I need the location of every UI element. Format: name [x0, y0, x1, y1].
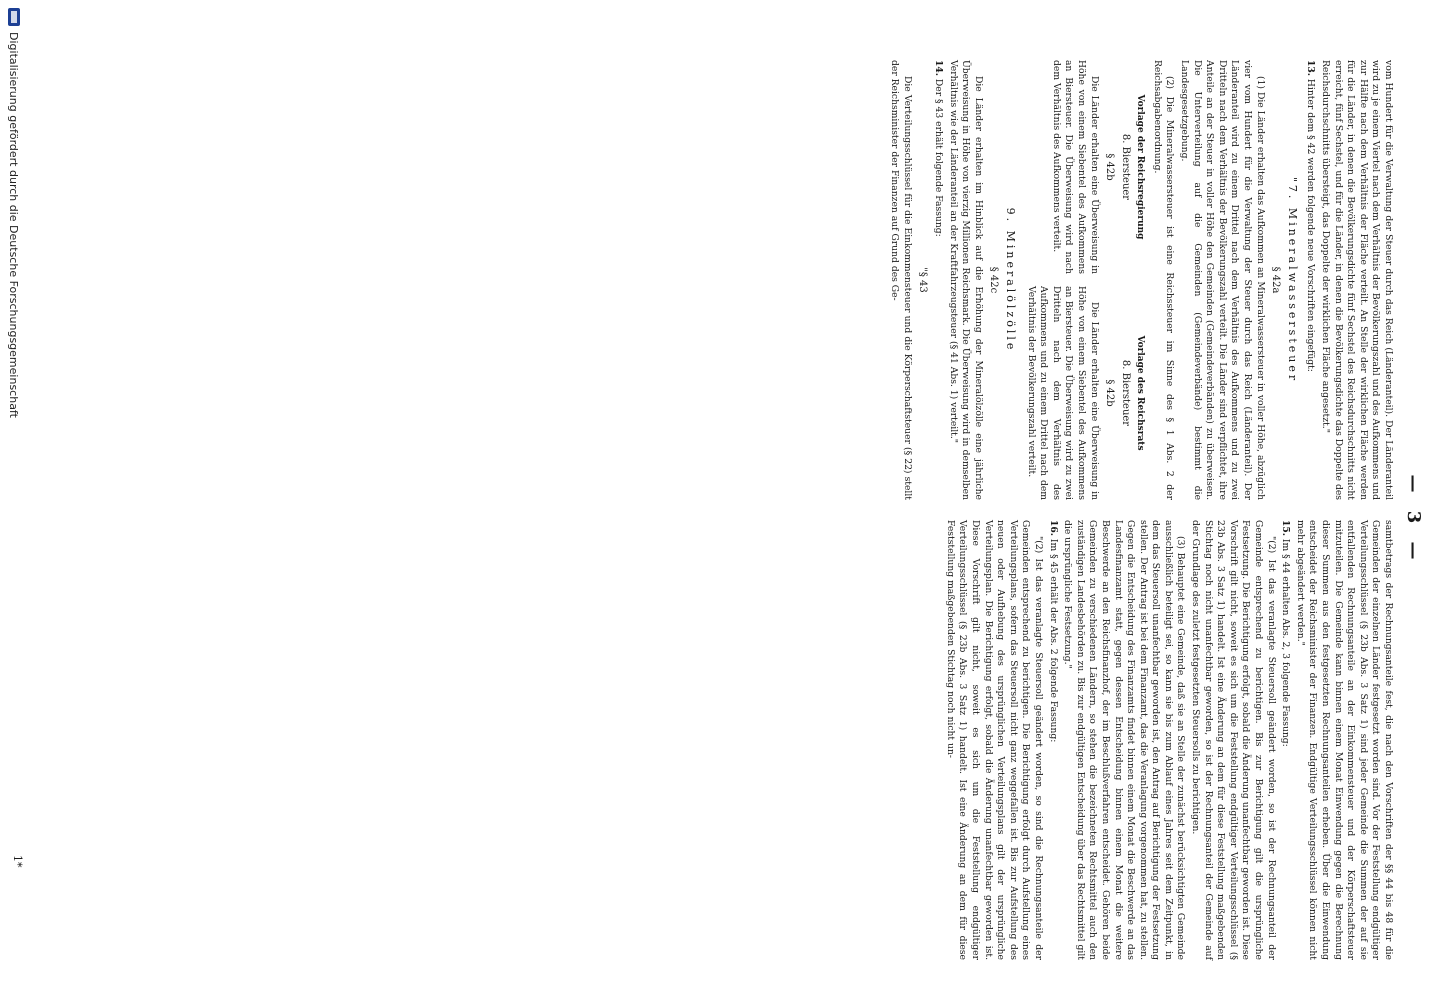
footer-text: Digitalisierung gefördert durch die Deutsche Forschungsgemeinschaft — [7, 32, 21, 418]
amendment-item-16 — [1046, 520, 1059, 960]
paragraph: vom Hundert für die Verwaltung der Steuer durch das Reich (Länderanteil). Der Länderanteil wird zu je einem Viertel nach dem Verhältnis der Bevölkerungszahl und des Aufkommens und zur Hälfte nach dem Verhältnis der Fläche verteilt. An Stelle der wirklichen Fläche werden für die Länder, in denen die Bevölkerungsdichte fünf Sechstel des Reichsdurchschnitts nicht erreicht, fünf Sechstel, und für die Länder, in denen die Bevölkerungsdichte das Doppelte des Reichsdurchschnitts übersteigt, das Doppelte der wirklichen Fläche angesetzt." — [1320, 60, 1394, 500]
section-heading: 8. Biersteuer — [1119, 133, 1131, 201]
item-text: Der § 43 erhält folgende Fassung: — [933, 78, 944, 237]
paragraph: (3) Behauptet eine Gemeinde, daß sie an Stelle der zunächst berücksichtigten Gemeinde ausschließlich beteiligt sei, so kann sie bis zum Ablauf eines Jahres seit dem Zeitpunkt, in dem das Steuersoll unanfechtbar geworden ist, den Antrag auf Berichtigung der Festsetzung stellen. Der Antrag ist bei dem Finanzamt, das die Veranlagung vorgenommen hat, zu stellen. Gegen die Entscheidung des Finanzamts findet binnen einem Monat die Beschwerde an das Landesfinanzamt statt, gegen dessen Entscheidung binnen einem Monat die weitere Beschwerde an den Reichsfinanzhof, der im Beschlußverfahren entscheidet. Gehören beide Gemeinden zu verschiedenen Ländern, so stehen die bezeichneten Rechtsmittel auch den zuständigen Landesbehörden zu. Bis zur endgültigen Entscheidung über das Rechtsmittel gilt die ursprüngliche Festsetzung." — [1062, 520, 1187, 960]
paragraph: "(2) Ist das veranlagte Steuersoll geändert worden, so sind die Rechnungsanteile der Gemeinden entsprechend zu berichtigen. Die Berichtigung erfolgt durch Aufstellung eines Verteilungsplans, sofern das Steuersoll nicht ganz weggefallen ist. Bis zur Aufstellung des neuen oder Aufhebung des ursprünglichen Verteilungsplans gilt der ursprüngliche Verteilungsplan. Die Berichtigung erfolgt, sobald die Änderung unanfechtbar geworden ist. Diese Vorschrift gilt nicht, soweit es sich um die Feststellung endgültiger Verteilungsschlüssel (§ 23b Abs. 3 Satz 1) handelt. Ist eine Änderung an dem für diese Feststellung maßgebenden Stichtag noch nicht un- — [944, 520, 1044, 960]
left-column — [886, 60, 1394, 500]
section-heading: "7. Mineralwassersteuer — [1285, 176, 1299, 384]
amendment-item-13 — [1304, 60, 1317, 500]
item-number: 16. — [1047, 520, 1059, 536]
reichsrat-draft-column — [1022, 286, 1146, 500]
comparison-columns — [1022, 60, 1146, 500]
government-draft-column — [1022, 60, 1146, 274]
paragraph: "(2) Ist das veranlagte Steuersoll geändert worden, so ist der Rechnungsanteil der Gemeinde entsprechend zu berichtigen. Bis zur Berichtigung gilt die ursprüngliche Festsetzung. Die Berichtigung erfolgt, sobald die Änderung unanfechtbar geworden ist. Diese Vorschrift gilt nicht, soweit es sich um die Feststellung endgültiger Verteilungsschlüssel (§ 23b Abs. 3 Satz 1) handelt. Ist eine Änderung an dem für diese Feststellung maßgebenden Stichtag noch nicht unanfechtbar geworden, so ist der Rechnungsanteil der Gemeinde auf der Grundlage des zuletzt festgesetzten Steuersolls zu berichtigen. — [1190, 520, 1277, 960]
section-number: § 42c — [988, 266, 1000, 294]
item-number: 13. — [1305, 60, 1317, 76]
paragraph: (2) Die Mineralwassersteuer ist eine Reichssteuer im Sinne des § 1 Abs. 2 der Reichsabgabenordnung. — [1151, 60, 1176, 500]
right-column — [941, 520, 1394, 960]
scan-footer — [6, 8, 22, 988]
amendment-item-14 — [931, 60, 944, 500]
column-title: Vorlage der Reichsregierung — [1135, 94, 1146, 240]
section-heading: 9. Mineralölzölle — [1003, 207, 1017, 353]
item-number: 15. — [1280, 520, 1292, 536]
amendment-item-15 — [1279, 520, 1292, 960]
section-number: § 42b — [1104, 153, 1116, 181]
paragraph: samtbetrags der Rechnungsanteile fest, die nach den Vorschriften der §§ 44 bis 48 für die Gemeinden der einzelnen Länder festgesetzt worden sind. Vor der Feststellung endgültiger Verteilungsschlüssel (§ 23b Abs. 3 Satz 1) sind jeder Gemeinde die Summen der auf sie entfallenden Rechnungsanteile an der Einkommensteuer und der Körperschaftsteuer mitzuteilen. Die Gemeinde kann binnen einem Monat Einwendung gegen die Berechnung dieser Summen aus den festgesetzten Rechnungsanteilen erheben. Über die Einwendung entscheidet der Reichsminister der Finanzen. Endgültige Verteilungsschlüssel können nicht mehr abgeändert werden." — [1294, 520, 1394, 960]
item-text: Im § 45 erhält der Abs. 2 folgende Fassung: — [1047, 538, 1059, 743]
item-number: 14. — [933, 60, 944, 76]
page-number: — 3 — — [1403, 474, 1425, 566]
item-text: Im § 44 erhalten Abs. 2, 3 folgende Fassung: — [1280, 538, 1292, 747]
signature-mark: 1* — [11, 855, 24, 868]
paragraph: Die Länder erhalten eine Überweisung in Höhe von einem Siebentel des Aufkommens an Biersteuer. Die Überweisung wird nach dem Verhältnis des Aufkommens verteilt. — [1050, 60, 1100, 274]
section-number: § 42b — [1104, 379, 1116, 407]
dfg-logo-icon — [8, 8, 20, 26]
column-title: Vorlage des Reichsrats — [1135, 335, 1146, 451]
paragraph: Die Länder erhalten im Hinblick auf die Erhöhung der Mineralölzölle eine jährliche Überweisung in Höhe von vierzig Millionen Reichsmark. Die Überweisung wird in demselben Verhältnis wie der Länderanteil an der Kraftfahrzeugsteuer (§ 41 Abs. 1) verteilt." — [947, 60, 984, 500]
section-number: "§ 43 — [917, 267, 929, 293]
section-heading: 8. Biersteuer — [1119, 359, 1131, 427]
paragraph: Die Länder erhalten eine Überweisung in Höhe von einem Siebentel des Aufkommens an Biersteuer. Die Überweisung wird zu zwei Dritteln nach dem Verhältnis des Aufkommens und zu einem Drittel nach dem Verhältnis der Bevölkerungszahl verteilt. — [1025, 286, 1100, 500]
paragraph: (1) Die Länder erhalten das Aufkommen an Mineralwassersteuer in voller Höhe, abzüglich vier vom Hundert für die Verwaltung der Steuer durch das Reich (Länderanteil). Der Länderanteil wird zu einem Drittel nach dem Verhältnis des Aufkommens und zu zwei Dritteln nach dem Verhältnis der Bevölkerungszahl verteilt. Die Länder sind verpflichtet, ihre Anteile an der Steuer in voller Höhe den Gemeinden (Gemeindeverbänden) zu überweisen. Die Unterverteilung auf die Gemeinden (Gemeindeverbände) bestimmt die Landesgesetzgebung. — [1179, 60, 1266, 500]
section-number: § 42a — [1270, 266, 1282, 294]
item-text: Hinter dem § 42 werden folgende neue Vorschriften eingefügt: — [1305, 78, 1317, 372]
paragraph: Die Verteilungsschlüssel für die Einkommensteuer und die Körperschaftsteuer (§ 22) stellt der Reichsminister der Finanzen auf Grund des Ge- — [889, 60, 913, 500]
